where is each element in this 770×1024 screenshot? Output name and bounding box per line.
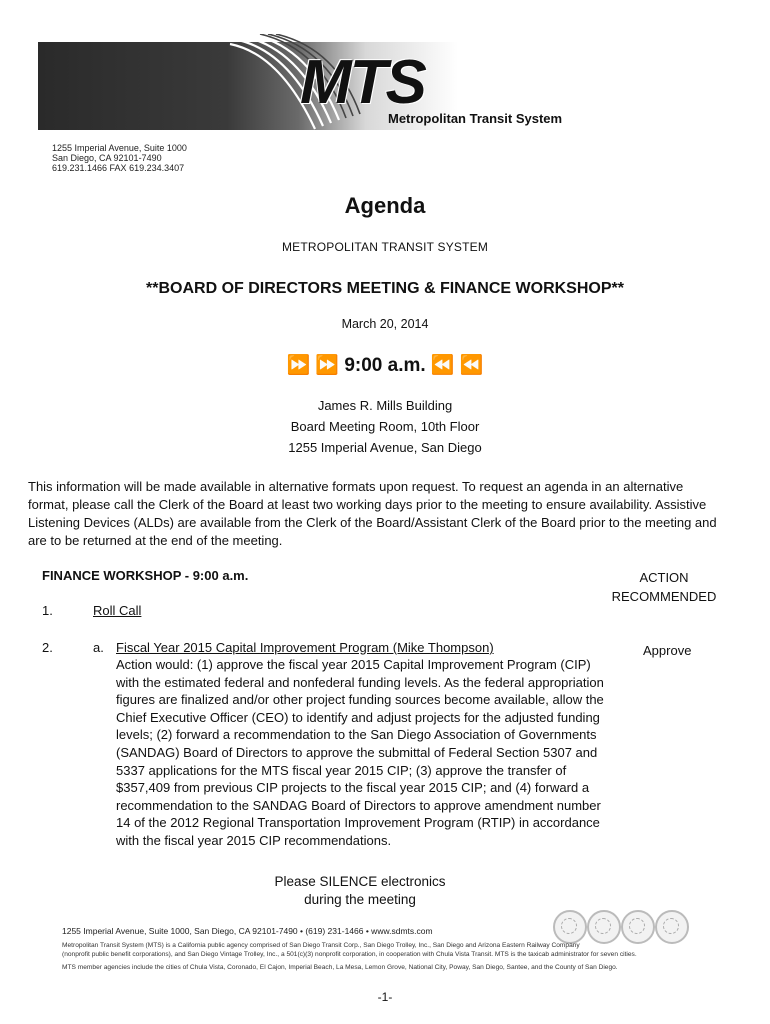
item-title: Fiscal Year 2015 Capital Improvement Program (Mike Thompson) — [116, 640, 494, 655]
accessibility-notice: This information will be made available in alternative formats upon request. To request an agenda in an alternative format, please call the Clerk of the Board at least two working days prior to the meeting to ensure availability. Assistive Listening Devices (ALDs) are available from the Clerk of the Board/Assistant Clerk of the Board prior to the meeting and are to be returned at the end of the meeting. — [28, 479, 717, 548]
venue-building: James R. Mills Building — [317, 398, 453, 413]
header-phone-fax: 619.231.1466 FAX 619.234.3407 — [52, 163, 185, 173]
header-address-line: San Diego, CA 92101-7490 — [52, 153, 162, 163]
mts-logo: MTS — [300, 48, 425, 117]
seal-icon — [655, 910, 689, 944]
item-description: Action would: (1) approve the fiscal year 2015 Capital Improvement Program (CIP) with the estimated federal and nonfederal funding levels. As the federal appropriation figures are finalized and/or other project funding sources become available, allow the Chief Executive Officer (CEO) to identify and adjust projects for the adjusted funding levels; (2) forward a recommendation to the San Diego Association of Governments (SANDAG) Board of Directors to approve the submittal of Federal Section 5307 and 5337 applications for the MTS fiscal year 2015 CIP; (3) approve the transfer of $357,409 from previous CIP projects to the fiscal year 2015 CIP; and (4) forward a recommendation to the SANDAG Board of Directors to approve amendment number 14 of the 2012 Regional Transportation Improvement Program (RTIP) in accordance with the fiscal year 2015 CIP recommendations. — [116, 657, 604, 848]
page-title: Agenda — [344, 193, 426, 218]
logo-org-name: Metropolitan Transit System — [388, 111, 563, 126]
action-header-line: ACTION — [639, 570, 689, 585]
action-column-header — [600, 568, 728, 606]
action-header-line: RECOMMENDED — [611, 589, 717, 604]
seal-icon — [553, 910, 587, 944]
item-subletter: a. — [93, 640, 104, 655]
item-action-recommended: Approve — [643, 643, 692, 658]
meeting-title: **BOARD OF DIRECTORS MEETING & FINANCE WORKSHOP** — [146, 280, 624, 297]
meeting-date: March 20, 2014 — [341, 317, 429, 331]
silence-line: during the meeting — [304, 892, 416, 907]
footer-address: 1255 Imperial Avenue, Suite 1000, San Diego, CA 92101-7490 • (619) 231-1466 • www.sdmts.com — [62, 926, 433, 936]
footer-text-line: MTS member agencies include the cities of Chula Vista, Coronado, El Cajon, Imperial Beach, La Mesa, Lemon Grove, National City, Poway, San Diego, Santee, and the County of San Diego. — [62, 964, 618, 971]
seal-icon — [587, 910, 621, 944]
venue-address: 1255 Imperial Avenue, San Diego — [288, 440, 482, 455]
item-roll-call: Roll Call — [93, 603, 142, 618]
venue-room: Board Meeting Room, 10th Floor — [290, 419, 480, 434]
item-number: 2. — [42, 640, 53, 655]
section-heading: FINANCE WORKSHOP - 9:00 a.m. — [42, 568, 249, 583]
silence-notice — [0, 873, 720, 909]
certification-seals — [553, 910, 688, 944]
meeting-time: ⏩ ⏩ 9:00 a.m. ⏪ ⏪ — [286, 355, 484, 376]
item-number: 1. — [42, 603, 53, 618]
header-address-line: 1255 Imperial Avenue, Suite 1000 — [52, 143, 187, 153]
footer-text-line: (nonprofit public benefit corporations), and San Diego Vintage Trolley, Inc., a 501(c)(3) nonprofit corporation, in cooperation with Chula Vista Transit. MTS is the taxicab administrator for seven cities. — [62, 951, 637, 958]
page-number: -1- — [377, 990, 393, 1004]
organization-line: METROPOLITAN TRANSIT SYSTEM — [281, 240, 489, 254]
seal-icon — [621, 910, 655, 944]
footer-text-line: Metropolitan Transit System (MTS) is a California public agency comprised of San Diego Transit Corp., San Diego Trolley, Inc., San Diego and Arizona Eastern Railway Company — [62, 942, 580, 949]
silence-line: Please SILENCE electronics — [274, 874, 446, 889]
